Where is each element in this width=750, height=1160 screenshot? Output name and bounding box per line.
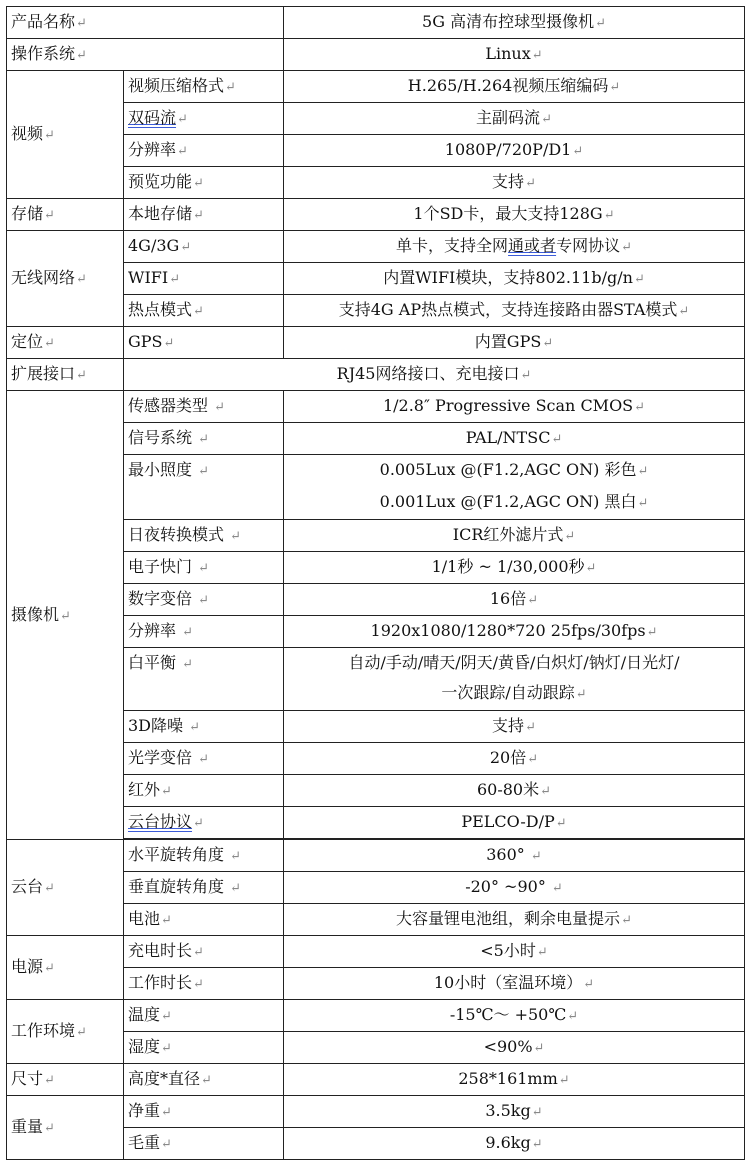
row-label: 本地存储↵ — [124, 199, 284, 231]
row-value: 支持4G AP热点模式，支持连接路由器STA模式↵ — [284, 295, 745, 327]
category-label: 定位↵ — [7, 327, 124, 359]
row-value: 单卡，支持全网通或者专网协议↵ — [284, 231, 745, 263]
row-value: 20倍↵ — [284, 743, 745, 775]
table-row — [7, 840, 745, 872]
row-value: PELCO-D/P↵ — [284, 807, 745, 839]
row-value: 内置WIFI模块，支持802.11b/g/n↵ — [284, 263, 745, 295]
row-value: 60-80米↵ — [284, 775, 745, 807]
row-label: 产品名称↵ — [7, 7, 284, 39]
row-label: 日夜转换模式 ↵ — [124, 520, 284, 552]
row-value: 3.5kg↵ — [284, 1096, 745, 1128]
table-row — [7, 199, 745, 231]
category-label: 扩展接口↵ — [7, 359, 124, 391]
row-label: 工作时长↵ — [124, 968, 284, 1000]
row-label: 垂直旋转角度 ↵ — [124, 872, 284, 904]
category-label: 重量↵ — [7, 1096, 124, 1160]
row-label: 光学变倍 ↵ — [124, 743, 284, 775]
row-label: 电子快门 ↵ — [124, 552, 284, 584]
row-value: 5G 高清布控球型摄像机↵ — [284, 7, 745, 39]
row-value: 大容量锂电池组，剩余电量提示↵ — [284, 904, 745, 936]
row-label: 湿度↵ — [124, 1032, 284, 1064]
row-value: 10小时（室温环境）↵ — [284, 968, 745, 1000]
table-row — [7, 936, 745, 968]
table-row — [7, 1000, 745, 1032]
row-label: 视频压缩格式↵ — [124, 71, 284, 103]
category-label: 存储↵ — [7, 199, 124, 231]
row-value: 1个SD卡，最大支持128G↵ — [284, 199, 745, 231]
row-label: 传感器类型 ↵ — [124, 391, 284, 423]
table-row — [7, 39, 745, 71]
row-label: 双码流↵ — [124, 103, 284, 135]
row-value: <5小时↵ — [284, 936, 745, 968]
row-value: 主副码流↵ — [284, 103, 745, 135]
row-label: 温度↵ — [124, 1000, 284, 1032]
spec-table — [6, 6, 745, 1160]
row-label: 分辨率 ↵ — [124, 616, 284, 648]
row-value: -15℃～ +50℃↵ — [284, 1000, 745, 1032]
row-value: 0.005Lux @(F1.2,AGC ON) 彩色↵ 0.001Lux @(F1.2,AGC ON) 黑白↵ — [284, 455, 745, 520]
row-value: 1/2.8″ Progressive Scan CMOS↵ — [284, 391, 745, 423]
table-row — [7, 1096, 745, 1128]
category-label: 云台↵ — [7, 840, 124, 936]
category-label: 无线网络↵ — [7, 231, 124, 327]
table-row — [7, 231, 745, 263]
row-value: 9.6kg↵ — [284, 1128, 745, 1160]
row-value: 1/1秒 ~ 1/30,000秒↵ — [284, 552, 745, 584]
row-label: 4G/3G↵ — [124, 231, 284, 263]
row-label: 水平旋转角度 ↵ — [124, 840, 284, 872]
table-row — [7, 7, 745, 39]
row-value: PAL/NTSC↵ — [284, 423, 745, 455]
category-label: 尺寸↵ — [7, 1064, 124, 1096]
row-value: ICR红外滤片式↵ — [284, 520, 745, 552]
category-label: 摄像机↵ — [7, 391, 124, 840]
row-label: 操作系统↵ — [7, 39, 284, 71]
row-value: 1920x1080/1280*720 25fps/30fps↵ — [284, 616, 745, 648]
row-label: 数字变倍 ↵ — [124, 584, 284, 616]
row-value: 360° ↵ — [284, 840, 745, 872]
row-value: Linux↵ — [284, 39, 745, 71]
row-value: 自动/手动/晴天/阴天/黄昏/白炽灯/钠灯/日光灯/ 一次跟踪/自动跟踪↵ — [284, 648, 745, 711]
row-label: 分辨率↵ — [124, 135, 284, 167]
row-value: -20° ~90° ↵ — [284, 872, 745, 904]
row-value: <90%↵ — [284, 1032, 745, 1064]
row-label: 净重↵ — [124, 1096, 284, 1128]
row-label: 充电时长↵ — [124, 936, 284, 968]
table-row — [7, 391, 745, 423]
row-label: WIFI↵ — [124, 263, 284, 295]
row-value: 16倍↵ — [284, 584, 745, 616]
category-label: 电源↵ — [7, 936, 124, 1000]
table-row — [7, 359, 745, 391]
row-value: RJ45网络接口、充电接口↵ — [124, 359, 745, 391]
row-value: 支持↵ — [284, 167, 745, 199]
category-label: 视频↵ — [7, 71, 124, 199]
row-label: 毛重↵ — [124, 1128, 284, 1160]
table-row — [7, 1064, 745, 1096]
row-value: H.265/H.264视频压缩编码↵ — [284, 71, 745, 103]
row-label: GPS↵ — [124, 327, 284, 359]
row-label: 3D降噪 ↵ — [124, 711, 284, 743]
row-label: 红外↵ — [124, 775, 284, 807]
row-label: 电池↵ — [124, 904, 284, 936]
row-value: 1080P/720P/D1↵ — [284, 135, 745, 167]
row-value: 支持↵ — [284, 711, 745, 743]
row-value: 258*161mm↵ — [284, 1064, 745, 1096]
row-label: 信号系统 ↵ — [124, 423, 284, 455]
table-row — [7, 71, 745, 103]
row-label: 预览功能↵ — [124, 167, 284, 199]
row-value: 内置GPS↵ — [284, 327, 745, 359]
row-label: 最小照度 ↵ — [124, 455, 284, 520]
row-label: 云台协议↵ — [124, 807, 284, 839]
row-label: 白平衡 ↵ — [124, 648, 284, 711]
table-row — [7, 327, 745, 359]
row-label: 高度*直径↵ — [124, 1064, 284, 1096]
category-label: 工作环境↵ — [7, 1000, 124, 1064]
row-label: 热点模式↵ — [124, 295, 284, 327]
